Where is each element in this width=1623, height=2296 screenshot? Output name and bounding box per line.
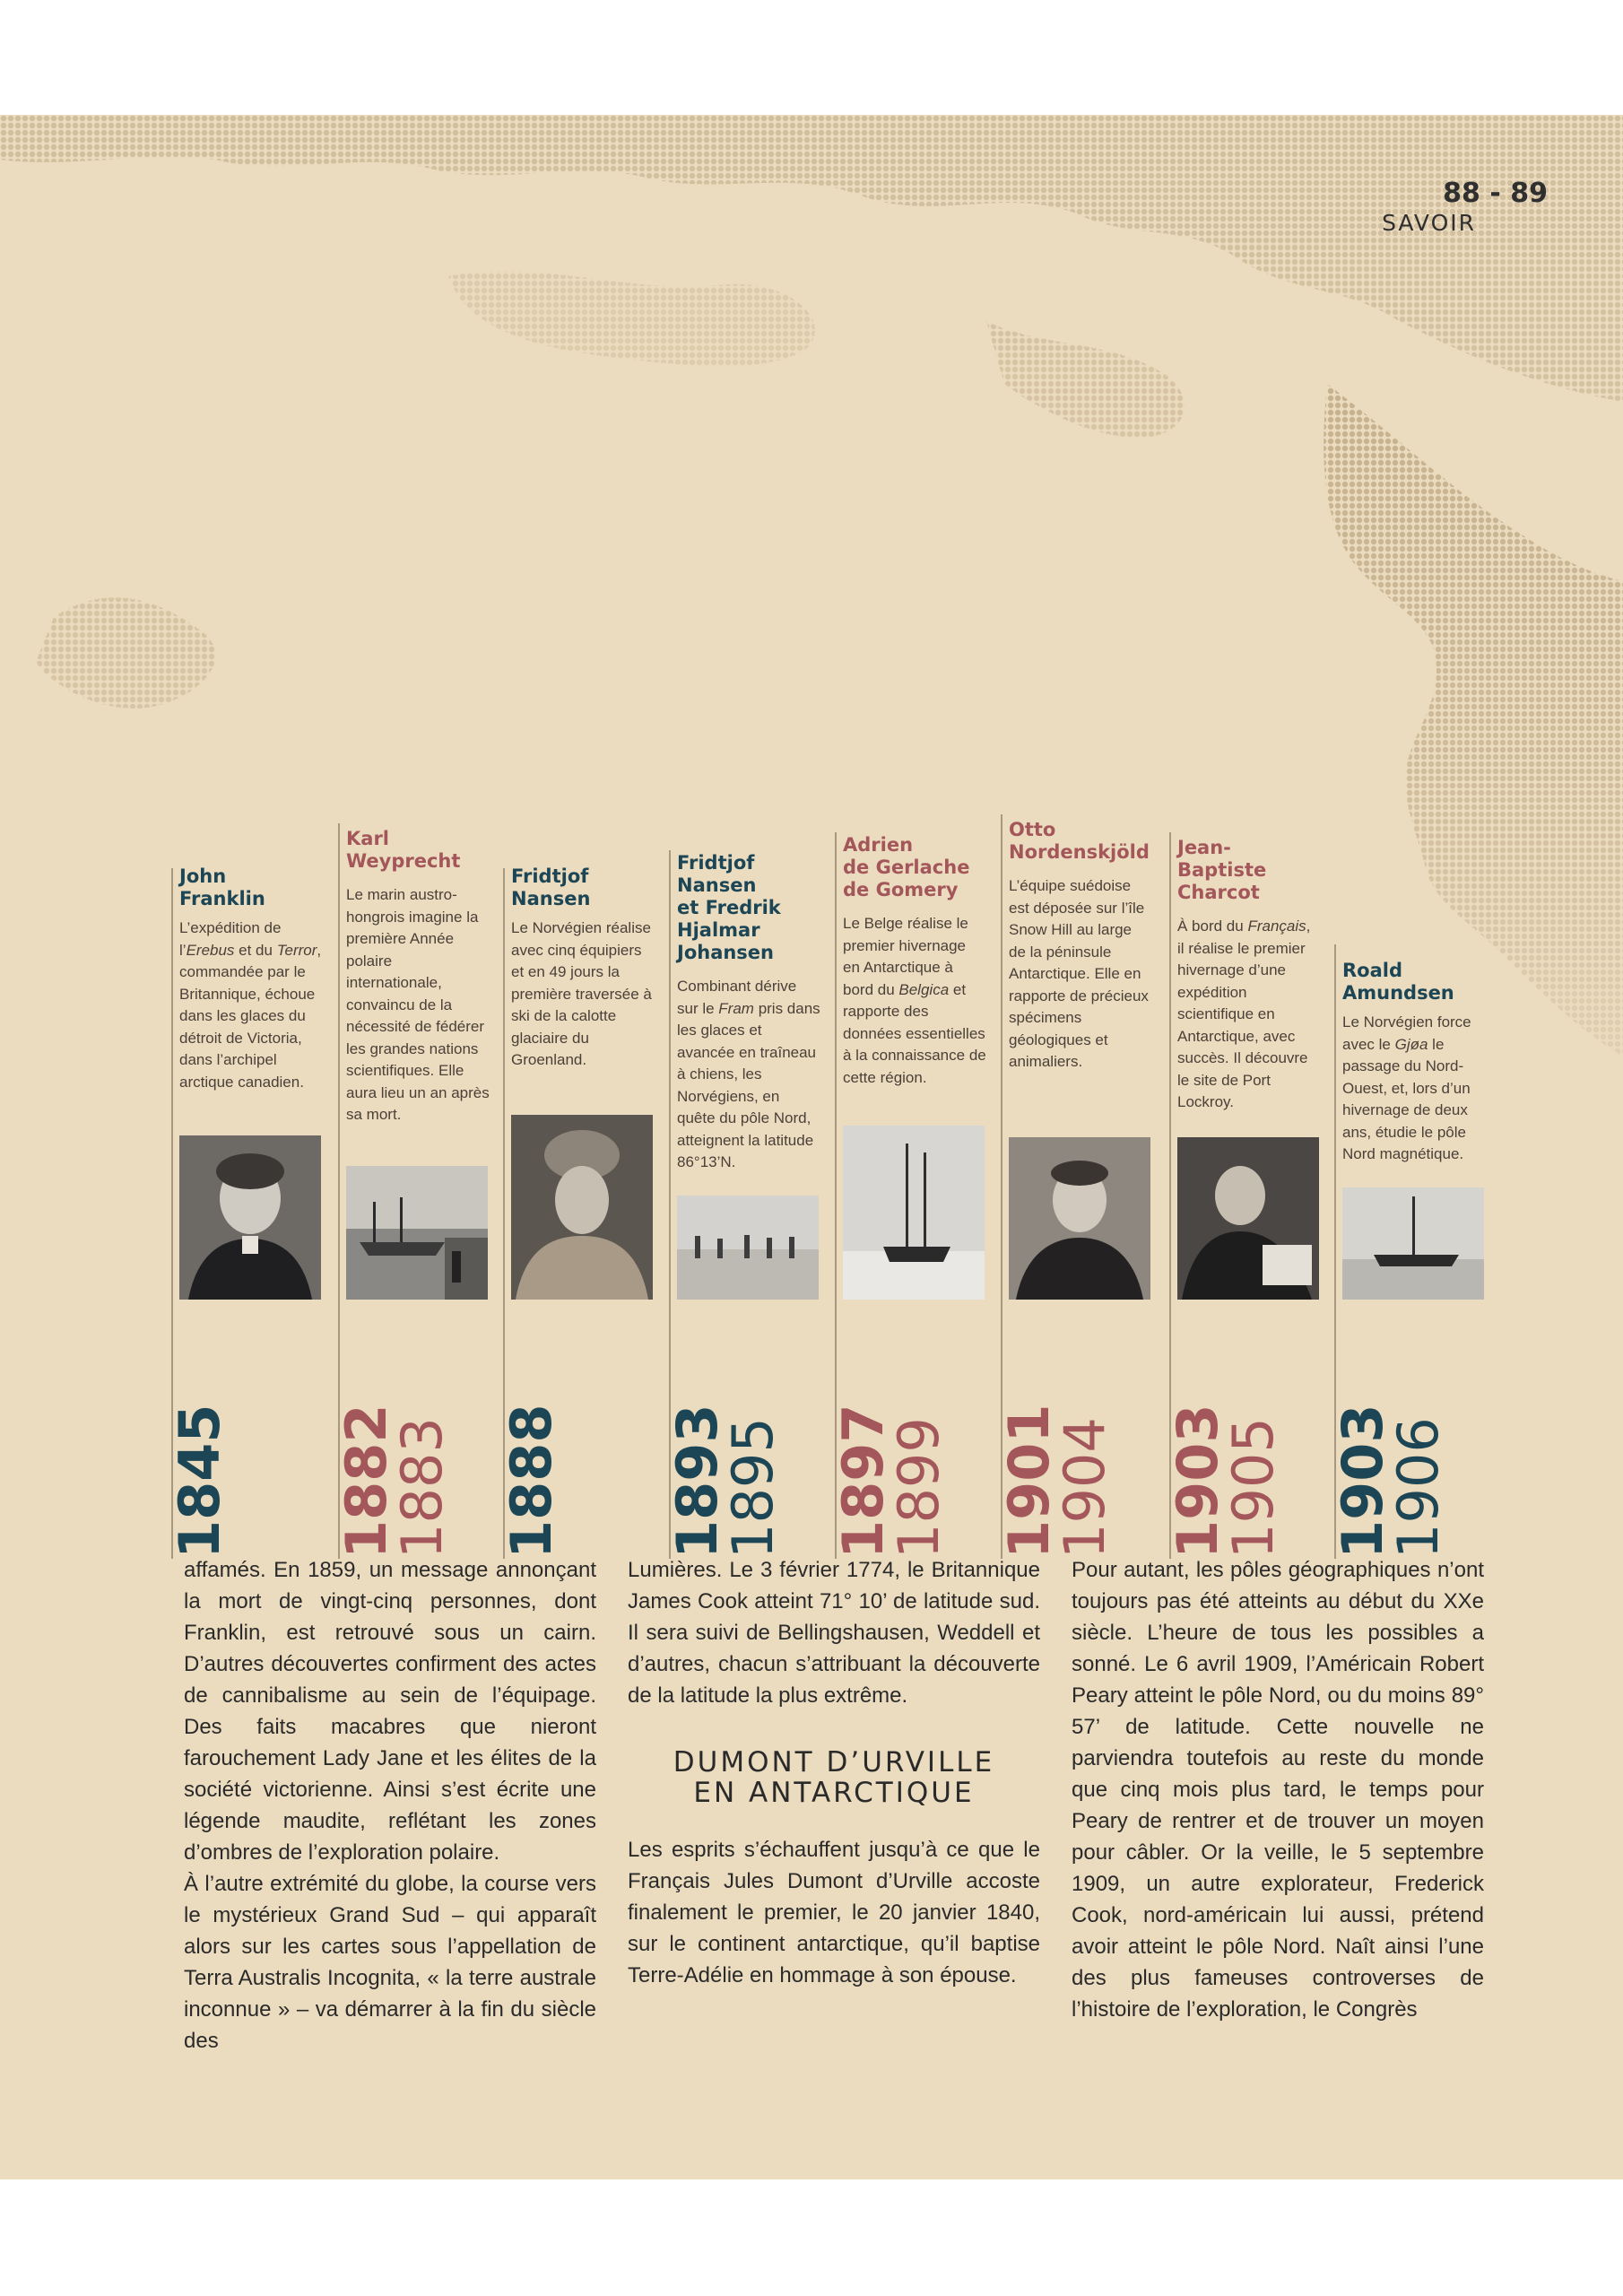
explorer-name: Fridtjof Nansen [511,865,591,909]
article-paragraph: Lumières. Le 3 février 1774, le Britannique James Cook atteint 71° 10’ de latitude sud. Il sera suivi de Bellingshausen, Weddell et d’autres, chacun s’attribuant la découverte de la latitude la plus extrême. [628,1558,1040,1708]
explorer-name: Roald Amundsen [1342,960,1454,1004]
end-year: 1899 [886,1417,951,1559]
photo-gjoa-sailing-ship [1342,1187,1484,1300]
explorer-name: Fridtjof Nansen et Fredrik Hjalmar Johansen [677,852,781,963]
start-year: 1882 [334,1404,399,1559]
start-year: 1845 [167,1404,232,1559]
article-paragraph: Les esprits s’échauffent jusqu’à ce que le Français Jules Dumont d’Urville accoste finalement le premier, le 20 janvier 1840, sur le continent antarctique, qu’il baptise Terre-Adélie en hommage à son épouse. [628,1838,1040,1987]
start-year: 1888 [499,1404,564,1559]
entry-description: Le marin austro-hongrois imagine la première Année polaire internationale, convaincu de la nécessité de fédérer les grandes nations scientifiques. Elle aura lieu un an après sa mort. [346,886,490,1123]
photo-fridtjof-nansen [511,1115,653,1300]
entry-description: À bord du Français, il réalise le premier hivernage d’une expédition scientifique en Antarctique, avec succès. Il découvre le site de Port Lockroy. [1177,918,1311,1110]
article-paragraph: Pour autant, les pôles géographiques n’ont toujours pas été atteints au début du XXe siècle. L’heure de tous les possibles a sonné. Le 6 avril 1909, l’Américain Robert Peary atteint le pôle Nord, ou du moins 89° 57’ de latitude. Cette nouvelle ne parviendra toutefois au reste du monde que cinq mois plus tard, le temps pour Peary de rentrer et de trouver un moyen pour câbler. Or la veille, le 5 septembre 1909, un autre explorateur, Frederick Cook, nord-américain lui aussi, prétend avoir atteint le pôle Nord. Naît ainsi l’une des plus fameuses controverses de l’histoire de l’exploration, le Congrès [1072,1558,1484,2022]
article-column-2-top [628,1554,1040,1711]
entry-description: L’expédition de l’Erebus et du Terror, commandée par le Britannique, échoue dans les glaces du détroit de Victoria, dans l’archipel arctique canadien. [179,919,322,1091]
article-column-3 [1072,1554,1484,2025]
article-column-2-bottom [628,1834,1040,1991]
entry-description: Le Norvégien réalise avec cinq équipiers et en 49 jours la première traversée à ski de la calotte glaciaire du Groenland. [511,919,652,1068]
explorer-name: Adrien de Gerlache de Gomery [843,834,970,900]
photo-belgica-ship-in-ice [843,1126,985,1300]
explorer-name: Otto Nordenskjöld [1009,819,1150,863]
photo-ship-in-harbor [346,1166,488,1300]
photo-john-franklin [179,1135,321,1300]
article-subheading: DUMONT D’URVILLE EN ANTARCTIQUE [673,1746,995,1809]
start-year: 1901 [996,1404,1062,1559]
start-year: 1903 [1330,1404,1395,1559]
photo-jean-baptiste-charcot [1177,1137,1319,1300]
entry-description: Le Norvégien force avec le Gjøa le passage du Nord-Ouest, et, lors d’un hivernage de deux ans, étudie le pôle Nord magnétique. [1342,1013,1471,1162]
end-year: 1904 [1052,1417,1117,1559]
entry-description: L’équipe suédoise est déposée sur l’île Snow Hill au large de la péninsule Antarctique. Elle en rapporte de précieux spécimens géologiques et animaliers. [1009,877,1149,1070]
explorer-name: John Franklin [179,865,265,909]
article-column-1 [184,1554,596,2057]
magazine-page [0,115,1623,2179]
explorer-name: Jean- Baptiste Charcot [1177,837,1267,903]
entry-description: Combinant dérive sur le Fram pris dans les glaces et avancée en traîneau à chiens, les Norvégiens, en quête du pôle Nord, atteignent la latitude 86°13’N. [677,978,820,1170]
end-year: 1895 [720,1417,785,1559]
start-year: 1903 [1165,1404,1230,1559]
photo-sled-team-on-ice [677,1196,819,1300]
start-year: 1893 [664,1404,730,1559]
end-year: 1883 [389,1417,455,1559]
start-year: 1897 [830,1404,896,1559]
entry-description: Le Belge réalise le premier hivernage en Antarctique à bord du Belgica et rapporte des données essentielles à la connaissance de cette région. [843,915,986,1086]
explorer-name: Karl Weyprecht [346,828,461,872]
section-label: SAVOIR [1382,210,1476,236]
end-year: 1905 [1220,1417,1286,1559]
article-paragraph: À l’autre extrémité du globe, la course vers le mystérieux Grand Sud – qui apparaît alors sur les cartes sous l’appellation de Terra Australis Incognita, « la terre australe inconnue » – va démarrer à la fin du siècle des [184,1872,596,2053]
article-paragraph: affamés. En 1859, un message annonçant la mort de vingt-cinq personnes, dont Franklin, est retrouvé sous un cairn. D’autres découvertes confirment des actes de cannibalisme au sein de l’équipage. Des faits macabres que nieront farouchement Lady Jane et les élites de la société victorienne. Ainsi s’est écrite une légende maudite, reflétant les zones d’ombres de l’exploration polaire. [184,1558,596,1865]
page-numbers: 88 - 89 [1443,178,1548,209]
photo-otto-nordenskjold [1009,1137,1150,1300]
end-year: 1906 [1385,1417,1451,1559]
